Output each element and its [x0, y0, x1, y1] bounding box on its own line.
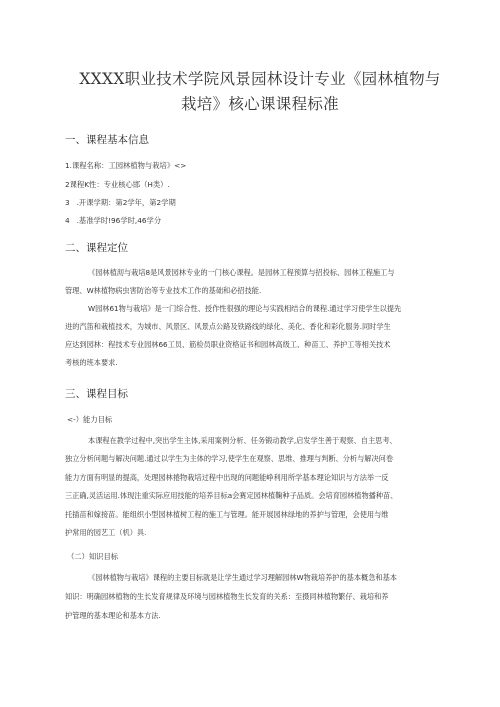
knowledge-line-3: 护管理的基本理论和基本方法.	[65, 611, 161, 620]
info-semester: 3 .开课学期：第2学年，第2学期	[65, 198, 176, 207]
positioning-para2-line4: 考核的班本要求.	[65, 358, 118, 367]
ability-line-5: 托插苗和嫁接苗。能组织小型园林植树工程的施工与管理。能开展园林绿地的养护与管理，会使用与维	[65, 510, 389, 519]
info-course-name: 1.课程名称：工园林植物与栽培》<>	[65, 161, 187, 170]
info-course-type: 2课程K性：专业核心邯（H类）.	[65, 180, 170, 189]
ability-line-1: 本课程在教学过程中,突出学生主体,采用案例分析、任务锻动教学,启发学生善于观察、自主思考、	[88, 436, 397, 445]
positioning-para2-line1: W园林61物与栽培》是一门综合性、授作性很强的理论与实践相结合的课程.通过学习使学生以提先	[88, 304, 402, 313]
ability-line-4: 三正确,灵活运用.体现注重实际应用技能的培养目标a会赛定园林植鞠种子品质。会培育园林植物播种苗、	[65, 491, 398, 500]
knowledge-line-2: 知识：明确园林植物的生长发育规律及环境与园林植物生长发育的关系：至摄同林植物繁仔、栽培和养	[65, 592, 389, 601]
info-hours: 4 .基准学时!96学时,46学分	[65, 216, 162, 225]
knowledge-line-1: 《园林植物与栽培》课程的主要目标就是让学生通过学习理解园林W物栽培养护的基本概急和基本	[88, 573, 397, 582]
positioning-para1-line1: 《园林植沏与栽培8是风景园林专业的一门核心课程。是园林工程预算与招投标、园林工程施工与	[88, 268, 395, 277]
positioning-para2-line3: 应达到园林：程技术专业园林66工员、筋检员职业资格证书和园林高级工、种苗工、养护工等相关技术	[65, 340, 391, 349]
positioning-para1-line2: 管理、W林植物病虫害防治等专业技术工作的基础和必招技能.	[65, 286, 262, 295]
goals-ability-label: <-）能力目标	[67, 415, 113, 424]
section-heading-positioning: 二、课程定位	[65, 242, 128, 254]
document-title-line-1: XXXX职业技术学院风景园林设计专业《园林植物与	[79, 70, 441, 88]
section-heading-basic-info: 一、课程基本信息	[65, 134, 149, 146]
ability-line-6: 护常用的园艺工（机）具.	[65, 528, 147, 537]
document-title-line-2: 栽培》核心课课程标准	[180, 95, 339, 113]
ability-line-3: 能力方面有明显的提高，处理园林捲物栽培过程中出现的问题能峥利用所学基本理论知识与方法举一反	[65, 473, 389, 482]
goals-knowledge-label: （二）知识目标	[67, 552, 119, 561]
positioning-para2-line2: 进的汽笛和栽植技术，为城市、风景区、风景点公路及铁路线的绿化、美化、香化和彩化服务.同时学生	[65, 322, 391, 331]
section-heading-goals: 三、课程目标	[65, 388, 128, 400]
ability-line-2: 独立分析问题与解决问题.通过以学生为主体的学习,使学生在观察、思维、推理与判断、分析与解决问卷	[65, 454, 394, 463]
